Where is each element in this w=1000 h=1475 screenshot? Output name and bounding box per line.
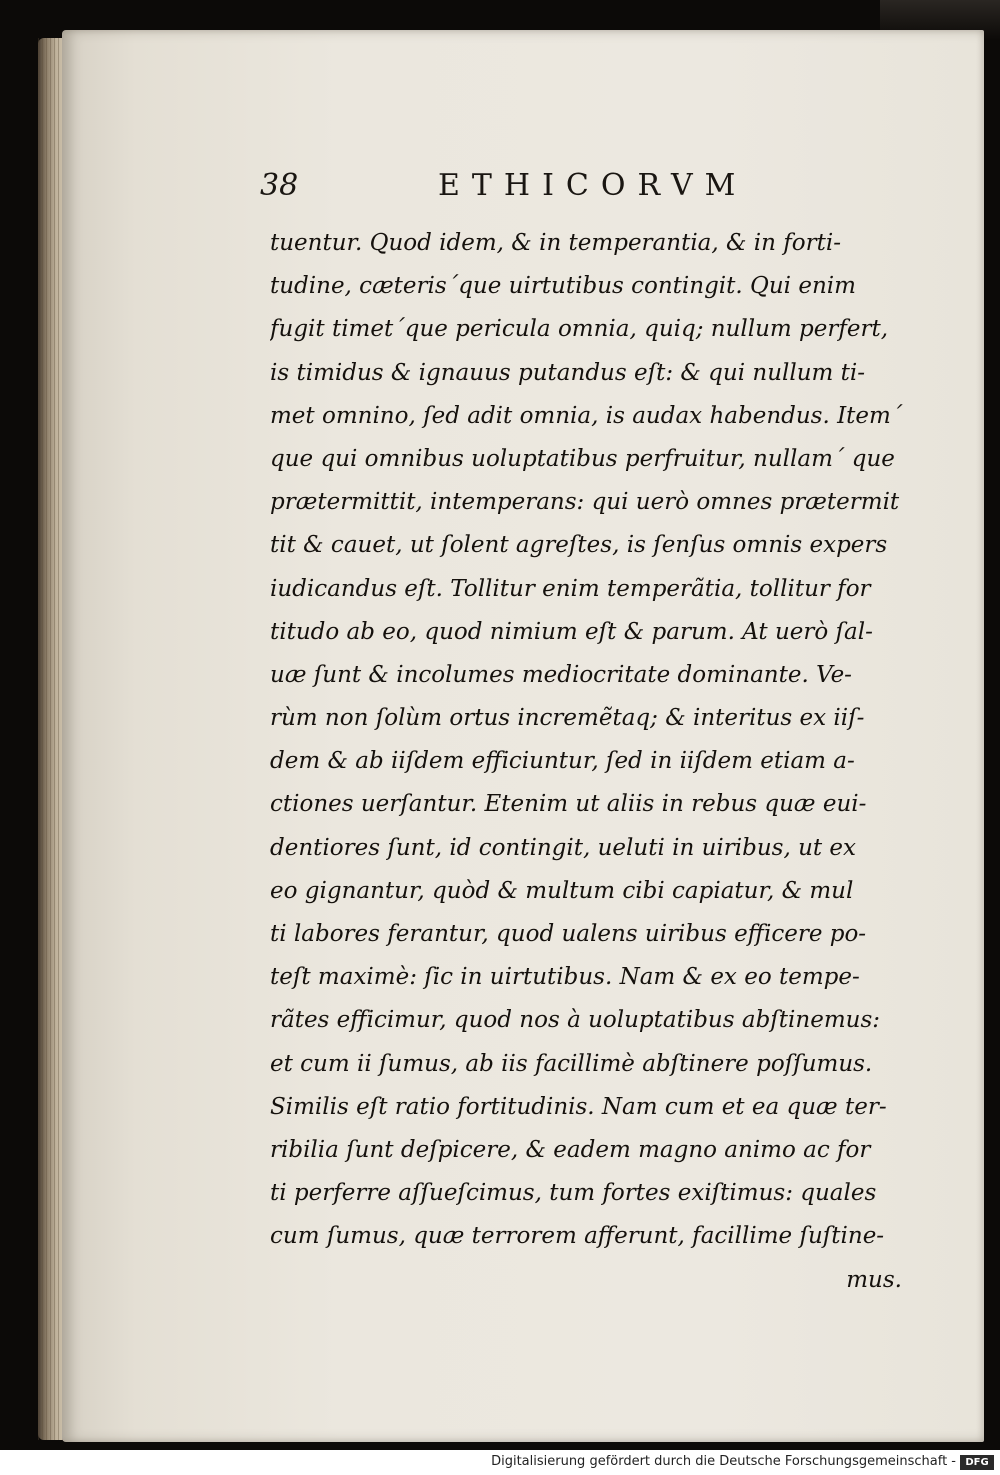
- text-line: dentiores ſunt, id contingit, ueluti in uiribus, ut ex: [270, 834, 857, 861]
- text-line: dem & ab iiſdem efficiuntur, ſed in iiſdem etiam a-: [270, 748, 855, 775]
- text-line: ctiones uerſantur. Etenim ut aliis in rebus quæ eui-: [270, 791, 867, 818]
- text-line: rùm non ſolùm ortus incremẽtaq; & interitus ex iiſ-: [270, 705, 865, 732]
- footer-bar: [0, 1450, 1000, 1475]
- text-line: cum ſumus, quæ terrorem afferunt, facillime ſuſtine-: [270, 1223, 885, 1250]
- text-block: [270, 222, 930, 1302]
- text-line: et cum ii ſumus, ab iis facillimè abſtinere poſſumus.: [270, 1050, 873, 1077]
- text-line: tit & cauet, ut ſolent agreſtes, is ſenſus omnis expers: [270, 532, 888, 559]
- text-line: fugit timet´que pericula omnia, quiq; nullum perfert,: [270, 316, 889, 343]
- text-line: que qui omnibus uoluptatibus perfruitur, nullam´ que: [270, 445, 895, 472]
- running-head: [260, 168, 780, 214]
- text-line: Similis eſt ratio fortitudinis. Nam cum et ea quæ ter-: [270, 1093, 887, 1120]
- text-line: tuentur. Quod idem, & in temperantia, & in forti-: [270, 230, 842, 256]
- text-line: ti perferre aſſueſcimus, tum fortes exiſtimus: quales: [270, 1180, 877, 1207]
- text-line: titudo ab eo, quod nimium eſt & parum. At uerò ſal-: [270, 618, 873, 645]
- running-title: ETHICORVM: [438, 168, 748, 203]
- page-number: 38: [260, 168, 299, 203]
- text-line: is timidus & ignauus putandus eſt: & qui nullum ti-: [270, 359, 866, 386]
- text-line: eo gignantur, quòd & multum cibi capiatur, & mul: [270, 877, 854, 904]
- dfg-logo: DFG: [960, 1455, 994, 1470]
- text-line: uæ ſunt & incolumes mediocritate dominante. Ve-: [270, 661, 852, 688]
- text-line: ti labores ferantur, quod ualens uiribus efficere po-: [270, 921, 867, 947]
- text-line: ribilia ſunt deſpicere, & eadem magno animo ac for: [270, 1136, 871, 1163]
- text-line: prætermittit, intemperans: qui uerò omnes prætermit: [270, 489, 900, 516]
- text-line: tudine, cæteris´que uirtutibus contingit. Qui enim: [270, 273, 856, 300]
- text-line: met omnino, ſed adit omnia, is audax habendus. Item´: [270, 402, 903, 429]
- catchword: mus.: [846, 1266, 902, 1293]
- text-line: teſt maximè: ſic in uirtutibus. Nam & ex eo tempe-: [270, 964, 860, 991]
- text-line: rãtes efficimur, quod nos à uoluptatibus abſtinemus:: [270, 1007, 881, 1034]
- funding-credit: Digitalisierung gefördert durch die Deutsche Forschungsgemeinschaft -: [491, 1454, 956, 1469]
- text-line: iudicandus eſt. Tollitur enim temperãtia, tollitur for: [270, 575, 871, 602]
